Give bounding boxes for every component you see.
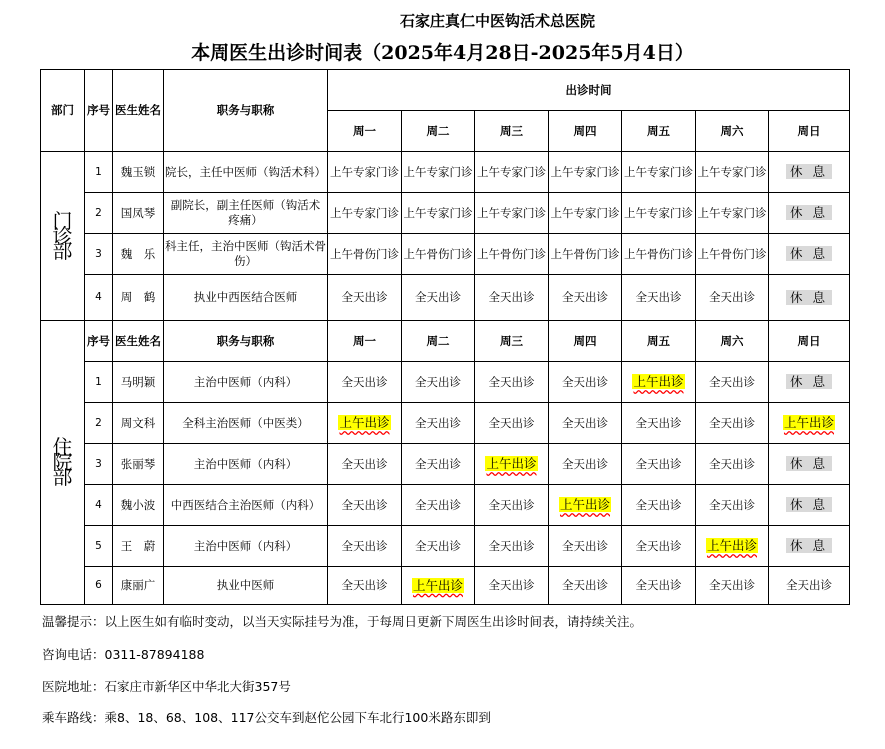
schedule-cell	[622, 526, 696, 567]
slot-text: 全天出诊	[341, 578, 388, 592]
schedule-cell	[549, 152, 622, 193]
slot-text: 上午骨伤门诊	[403, 246, 473, 261]
schedule-cell	[769, 362, 850, 403]
doctor-seq: 3	[85, 444, 113, 485]
slot-text: 全天出诊	[415, 374, 461, 389]
schedule-cell	[622, 567, 696, 605]
doctor-seq: 2	[85, 193, 113, 234]
day-header: 周日	[769, 111, 850, 152]
slot-text: 全天出诊	[488, 290, 535, 304]
schedule-cell	[475, 362, 549, 403]
slot-text: 全天出诊	[341, 456, 388, 471]
slot-text: 全天出诊	[488, 374, 535, 389]
slot-text: 全天出诊	[562, 578, 608, 592]
table-row	[41, 485, 850, 526]
day-header: 周四	[549, 111, 622, 152]
schedule-cell	[475, 275, 549, 321]
schedule-cell	[475, 152, 549, 193]
highlight-slot: 上午出诊	[559, 497, 610, 512]
schedule-cell	[328, 362, 402, 403]
schedule-cell	[622, 403, 696, 444]
schedule-cell	[549, 275, 622, 321]
schedule-cell	[769, 275, 850, 321]
schedule-cell	[622, 485, 696, 526]
doctor-seq: 1	[85, 152, 113, 193]
slot-text: 全天出诊	[341, 374, 388, 389]
schedule-cell	[769, 567, 850, 605]
slot-text: 全天出诊	[415, 456, 461, 471]
day-header: 周二	[402, 321, 475, 362]
doctor-seq: 1	[85, 362, 113, 403]
slot-text: 全天出诊	[635, 538, 682, 553]
table-row	[41, 526, 850, 567]
slot-text: 上午专家门诊	[550, 205, 620, 220]
slot-text: 全天出诊	[562, 415, 608, 430]
schedule-cell	[769, 444, 850, 485]
schedule-cell	[769, 526, 850, 567]
slot-text: 全天出诊	[562, 374, 608, 389]
schedule-cell	[402, 152, 475, 193]
schedule-cell	[475, 485, 549, 526]
slot-text: 上午骨伤门诊	[624, 246, 693, 261]
rest-badge: 休 息	[786, 290, 832, 305]
schedule-cell	[622, 234, 696, 275]
slot-text: 上午骨伤门诊	[330, 246, 399, 261]
slot-text: 上午专家门诊	[624, 205, 693, 220]
slot-text: 上午专家门诊	[477, 205, 546, 220]
schedule-cell	[769, 234, 850, 275]
highlight-slot: 上午出诊	[339, 415, 390, 430]
schedule-cell	[475, 193, 549, 234]
slot-text: 全天出诊	[635, 415, 682, 430]
schedule-cell	[769, 485, 850, 526]
table-row	[41, 362, 850, 403]
doctor-name: 国凤琴	[113, 193, 164, 234]
day-header: 周二	[402, 111, 475, 152]
slot-text: 上午骨伤门诊	[697, 246, 767, 261]
slot-text: 全天出诊	[709, 497, 755, 512]
slot-text: 上午专家门诊	[624, 164, 693, 179]
doctor-name: 王 蔚	[113, 526, 164, 567]
table-row	[41, 193, 850, 234]
slot-text: 全天出诊	[786, 578, 832, 592]
schedule-cell	[328, 485, 402, 526]
schedule-cell	[549, 444, 622, 485]
schedule-cell	[402, 275, 475, 321]
doctor-position: 院长，主任中医师（钩活术科）	[164, 152, 328, 193]
slot-text: 上午骨伤门诊	[477, 246, 546, 261]
dept-label-text: 门诊部	[52, 208, 73, 263]
header-dept: 部门	[41, 70, 85, 152]
doctor-name: 魏小波	[113, 485, 164, 526]
hospital-name	[0, 10, 885, 31]
slot-text: 全天出诊	[635, 497, 682, 512]
footer-phone: 咨询电话：0311-87894188	[42, 647, 205, 662]
schedule-cell	[769, 193, 850, 234]
schedule-table	[40, 69, 850, 605]
schedule-cell	[622, 275, 696, 321]
header-visit-time: 出诊时间	[328, 70, 850, 111]
day-header: 周六	[696, 111, 769, 152]
schedule-cell	[402, 526, 475, 567]
schedule-cell	[549, 234, 622, 275]
slot-text: 全天出诊	[709, 290, 755, 304]
day-header: 周五	[622, 111, 696, 152]
doctor-seq: 5	[85, 526, 113, 567]
doctor-seq: 6	[85, 567, 113, 605]
doctor-name: 魏玉锁	[113, 152, 164, 193]
slot-text: 全天出诊	[709, 456, 755, 471]
doctor-position: 执业中医师	[164, 567, 328, 605]
slot-text: 上午专家门诊	[403, 205, 473, 220]
schedule-cell	[475, 403, 549, 444]
doctor-seq: 2	[85, 403, 113, 444]
schedule-cell	[475, 444, 549, 485]
doctor-seq: 3	[85, 234, 113, 275]
slot-text: 全天出诊	[562, 538, 608, 553]
schedule-cell	[328, 275, 402, 321]
schedule-cell	[402, 403, 475, 444]
schedule-cell	[402, 193, 475, 234]
schedule-cell	[549, 362, 622, 403]
day-header: 周五	[622, 321, 696, 362]
slot-text: 全天出诊	[488, 578, 535, 592]
schedule-cell	[549, 403, 622, 444]
footer-notice: 温馨提示：以上医生如有临时变动，以当天实际挂号为准，于每周日更新下周医生出诊时间表，请持续关注。	[42, 614, 643, 629]
schedule-cell	[328, 403, 402, 444]
doctor-position: 全科主治医师（中医类）	[164, 403, 328, 444]
slot-text: 全天出诊	[415, 538, 461, 553]
schedule-cell	[328, 444, 402, 485]
slot-text: 全天出诊	[635, 456, 682, 471]
schedule-cell	[328, 567, 402, 605]
doctor-position: 执业中西医结合医师	[164, 275, 328, 321]
doctor-position: 中西医结合主治医师（内科）	[164, 485, 328, 526]
schedule-cell	[769, 152, 850, 193]
schedule-cell	[402, 567, 475, 605]
schedule-cell	[402, 234, 475, 275]
doctor-name: 魏 乐	[113, 234, 164, 275]
highlight-slot: 上午出诊	[412, 577, 463, 593]
schedule-cell	[696, 152, 769, 193]
footer-bus-route: 乘车路线：乘8、18、68、108、117公交车到赵佗公园下车北行100米路东即到	[42, 710, 491, 725]
slot-text: 全天出诊	[562, 456, 608, 471]
table-row	[41, 444, 850, 485]
header-seq: 序号	[85, 321, 113, 362]
slot-text: 全天出诊	[635, 290, 682, 304]
doctor-position: 科主任，主治中医师（钩活术骨伤）	[164, 234, 328, 275]
schedule-cell	[549, 567, 622, 605]
rest-badge: 休 息	[786, 205, 832, 220]
doctor-position: 主治中医师（内科）	[164, 526, 328, 567]
slot-text: 上午专家门诊	[330, 205, 399, 220]
schedule-cell	[475, 567, 549, 605]
day-header: 周一	[328, 111, 402, 152]
section-header-row	[41, 321, 850, 362]
header-seq: 序号	[85, 70, 113, 152]
doctor-name: 张丽琴	[113, 444, 164, 485]
doctor-position: 主治中医师（内科）	[164, 362, 328, 403]
schedule-cell	[622, 444, 696, 485]
schedule-cell	[696, 403, 769, 444]
schedule-cell	[769, 403, 850, 444]
highlight-slot: 上午出诊	[783, 415, 834, 430]
slot-text: 全天出诊	[488, 415, 535, 430]
day-header: 周日	[769, 321, 850, 362]
slot-text: 全天出诊	[415, 415, 461, 430]
day-header: 周四	[549, 321, 622, 362]
slot-text: 上午专家门诊	[550, 164, 620, 179]
table-row	[41, 403, 850, 444]
header-position: 职务与职称	[164, 321, 328, 362]
schedule-cell	[328, 193, 402, 234]
rest-badge: 休 息	[786, 164, 832, 179]
schedule-cell	[696, 234, 769, 275]
slot-text: 上午专家门诊	[403, 164, 473, 179]
schedule-cell	[402, 362, 475, 403]
slot-text: 全天出诊	[415, 290, 461, 304]
table-row	[41, 234, 850, 275]
slot-text: 上午骨伤门诊	[550, 246, 620, 261]
day-header: 周三	[475, 321, 549, 362]
slot-text: 全天出诊	[709, 415, 755, 430]
rest-badge: 休 息	[786, 246, 832, 261]
slot-text: 全天出诊	[341, 538, 388, 553]
doctor-seq: 4	[85, 485, 113, 526]
inpatient-section	[41, 321, 850, 605]
header-name: 医生姓名	[113, 321, 164, 362]
slot-text: 全天出诊	[562, 290, 608, 304]
slot-text: 上午专家门诊	[330, 164, 399, 179]
schedule-cell	[696, 444, 769, 485]
page-title: 本周医生出诊时间表（2025年4月28日-2025年5月4日）	[191, 42, 694, 64]
dept-label-text: 住院部	[52, 435, 73, 489]
schedule-cell	[475, 234, 549, 275]
highlight-slot: 上午出诊	[633, 374, 684, 389]
rest-badge: 休 息	[786, 497, 832, 512]
schedule-cell	[402, 444, 475, 485]
table-row	[41, 152, 850, 193]
slot-text: 全天出诊	[709, 374, 755, 389]
highlight-slot: 上午出诊	[486, 456, 537, 471]
doctor-position: 主治中医师（内科）	[164, 444, 328, 485]
schedule-cell	[475, 526, 549, 567]
rest-badge: 休 息	[786, 456, 832, 471]
slot-text: 上午专家门诊	[697, 205, 767, 220]
slot-text: 全天出诊	[415, 497, 461, 512]
day-header: 周三	[475, 111, 549, 152]
schedule-cell	[696, 567, 769, 605]
schedule-cell	[328, 152, 402, 193]
slot-text: 全天出诊	[488, 538, 535, 553]
highlight-slot: 上午出诊	[706, 538, 757, 553]
doctor-name: 康丽广	[113, 567, 164, 605]
slot-text: 全天出诊	[341, 290, 388, 304]
rest-badge: 休 息	[786, 374, 832, 389]
dept-label-outpatient	[41, 152, 85, 321]
schedule-cell	[622, 362, 696, 403]
schedule-cell	[622, 152, 696, 193]
schedule-cell	[549, 526, 622, 567]
hospital-name-text: 石家庄真仁中医钩活术总医院	[399, 12, 595, 30]
schedule-cell	[622, 193, 696, 234]
day-header: 周一	[328, 321, 402, 362]
schedule-cell	[549, 485, 622, 526]
dept-label-inpatient	[41, 321, 85, 605]
doctor-seq: 4	[85, 275, 113, 321]
footer-address: 医院地址：石家庄市新华区中华北大街357号	[42, 679, 291, 694]
rest-badge: 休 息	[786, 538, 832, 553]
table-row	[41, 275, 850, 321]
slot-text: 上午专家门诊	[697, 164, 767, 179]
table-row	[41, 567, 850, 605]
outpatient-section	[41, 152, 850, 321]
schedule-cell	[549, 193, 622, 234]
slot-text: 上午专家门诊	[477, 164, 546, 179]
slot-text: 全天出诊	[635, 578, 682, 592]
slot-text: 全天出诊	[709, 578, 755, 592]
header-name: 医生姓名	[113, 70, 164, 152]
schedule-cell	[696, 275, 769, 321]
schedule-cell	[402, 485, 475, 526]
doctor-name: 周 鹤	[113, 275, 164, 321]
schedule-cell	[696, 193, 769, 234]
header-position: 职务与职称	[164, 70, 328, 152]
doctor-name: 马明颖	[113, 362, 164, 403]
schedule-cell	[328, 526, 402, 567]
schedule-cell	[696, 526, 769, 567]
day-header: 周六	[696, 321, 769, 362]
slot-text: 全天出诊	[488, 497, 535, 512]
doctor-position: 副院长，副主任医师（钩活术 疼痛）	[164, 193, 328, 234]
schedule-cell	[696, 485, 769, 526]
doctor-name: 周文科	[113, 403, 164, 444]
schedule-cell	[328, 234, 402, 275]
slot-text: 全天出诊	[341, 497, 388, 512]
schedule-cell	[696, 362, 769, 403]
